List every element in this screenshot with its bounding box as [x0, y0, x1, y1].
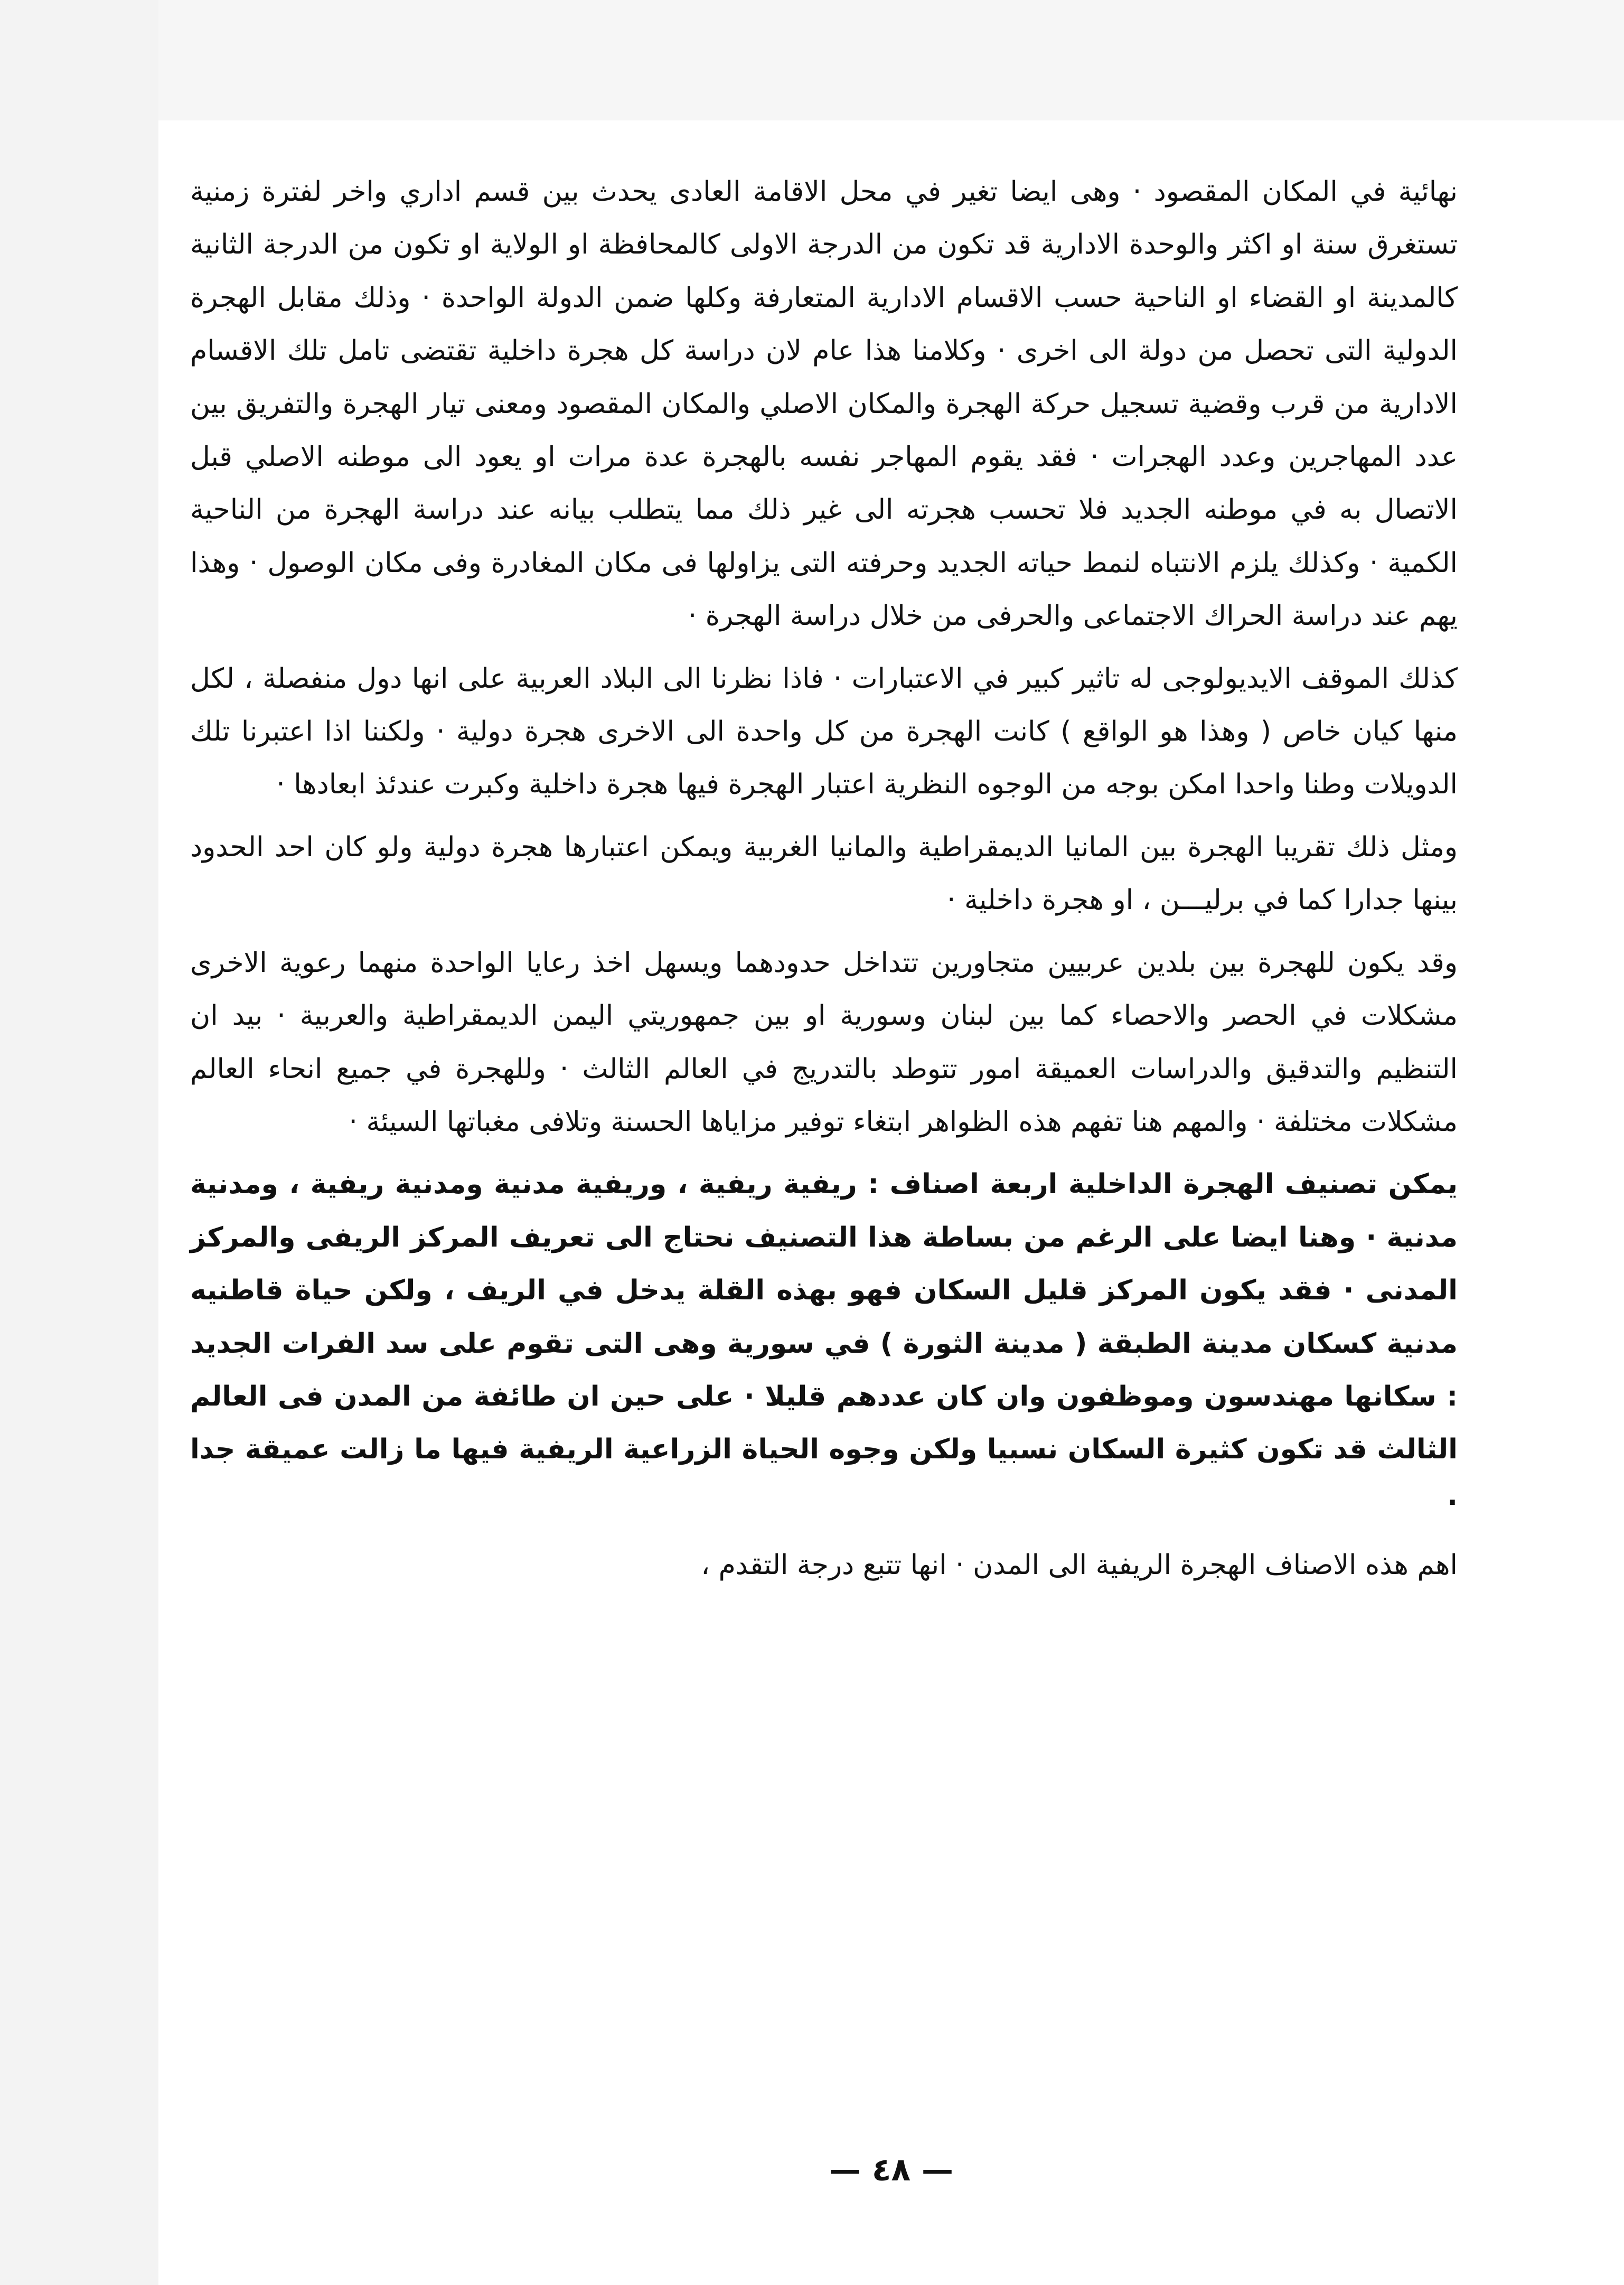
paragraph-internal-migration-definition: نهائية في المكان المقصود · وهى ايضا تغير في محل الاقامة العادى يحدث بين قسم اداري واخر لفترة زمنية تستغرق سنة او اكثر والوحدة الادارية قد تكون من الدرجة الاولى كالمحافظة او الولاية او تكون من الدرجة الثانية كالمدينة او القضاء او الناحية حسب الاقسام الادارية المتعارفة وكلها ضمن الدولة الواحدة · وذلك مقابل الهجرة الدولية التى تحصل من دولة الى اخرى · وكلامنا هذا عام لان دراسة كل هجرة داخلية تقتضى تامل تلك الاقسام الادارية من قرب وقضية تسجيل حركة الهجرة والمكان الاصلي والمكان المقصود ومعنى تيار الهجرة والتفريق بين عدد المهاجرين وعدد الهجرات · فقد يقوم المهاجر نفسه بالهجرة عدة مرات او يعود الى موطنه الاصلي قبل الاتصال به في موطنه الجديد فلا تحسب هجرته الى غير ذلك مما يتطلب بيانه عند دراسة الهجرة من الناحية الكمية · وكذلك يلزم الانتباه لنمط حياته الجديد وحرفته التى يزاولها فى مكان المغادرة وفى مكان الوصول · وهذا يهم عند دراسة الحراك الاجتماعى والحرفى من خلال دراسة الهجرة · — [190, 176, 1458, 632]
page-number: — ٤٨ — — [829, 2151, 954, 2188]
paragraph-ideological-position: كذلك الموقف الايديولوجى له تاثير كبير في الاعتبارات · فاذا نظرنا الى البلاد العربية على انها دول منفصلة ، لكل منها كيان خاص ( وهذا هو الواقع ) كانت الهجرة من كل واحدة الى الاخرى هجرة دولية · ولكننا اذا اعتبرنا تلك الدويلات وطنا واحدا امكن بوجه من الوجوه النظرية اعتبار الهجرة فيها هجرة داخلية وكبرت عندئذ ابعادها · — [190, 662, 1458, 801]
paragraph-neighboring-arab-countries: وقد يكون للهجرة بين بلدين عربيين متجاورين تتداخل حدودهما ويسهل اخذ رعايا الواحدة منهما رعوية الاخرى مشكلات في الحصر والاحصاء كما بين لبنان وسورية او بين جمهوريتي اليمن الديمقراطية والعربية · بيد ان التنظيم والتدقيق والدراسات العميقة امور تتوطد بالتدريج في العالم الثالث · وللهجرة في جميع انحاء العالم مشكلات مختلفة · والمهم هنا تفهم هذه الظواهر ابتغاء توفير مزاياها الحسنة وتلافى مغباتها السيئة · — [190, 947, 1458, 1138]
scan-border-left — [0, 0, 158, 2285]
page-body-text — [190, 165, 1458, 1592]
book-page — [158, 120, 1624, 2285]
paragraph-rural-to-urban: اهم هذه الاصناف الهجرة الريفية الى المدن · انها تتبع درجة التقدم ، — [701, 1549, 1458, 1581]
paragraph-migration-classification: يمكن تصنيف الهجرة الداخلية اربعة اصناف : ريفية ريفية ، وريفية مدنية ومدنية ريفية ، ومدنية مدنية · وهنا ايضا على الرغم من بساطة هذا التصنيف نحتاج الى تعريف المركز الريفى والمركز المدنى · فقد يكون المركز قليل السكان فهو بهذه القلة يدخل في الريف ، ولكن حياة قاطنيه مدنية كسكان مدينة الطبقة ( مدينة الثورة ) في سورية وهى التى تقوم على سد الفرات الجديد : سكانها مهندسون وموظفون وان كان عددهم قليلا · على حين ان طائفة من المدن فى العالم الثالث قد تكون كثيرة السكان نسبيا ولكن وجوه الحياة الزراعية الريفية فيها ما زالت عميقة جدا · — [190, 1168, 1458, 1519]
paragraph-germany-example: ومثل ذلك تقريبا الهجرة بين المانيا الديمقراطية والمانيا الغربية ويمكن اعتبارها هجرة دولية ولو كان احد الحدود بينها جدارا كما في برليـــن ، او هجرة داخلية · — [190, 831, 1458, 916]
scan-border-top — [0, 0, 1624, 120]
